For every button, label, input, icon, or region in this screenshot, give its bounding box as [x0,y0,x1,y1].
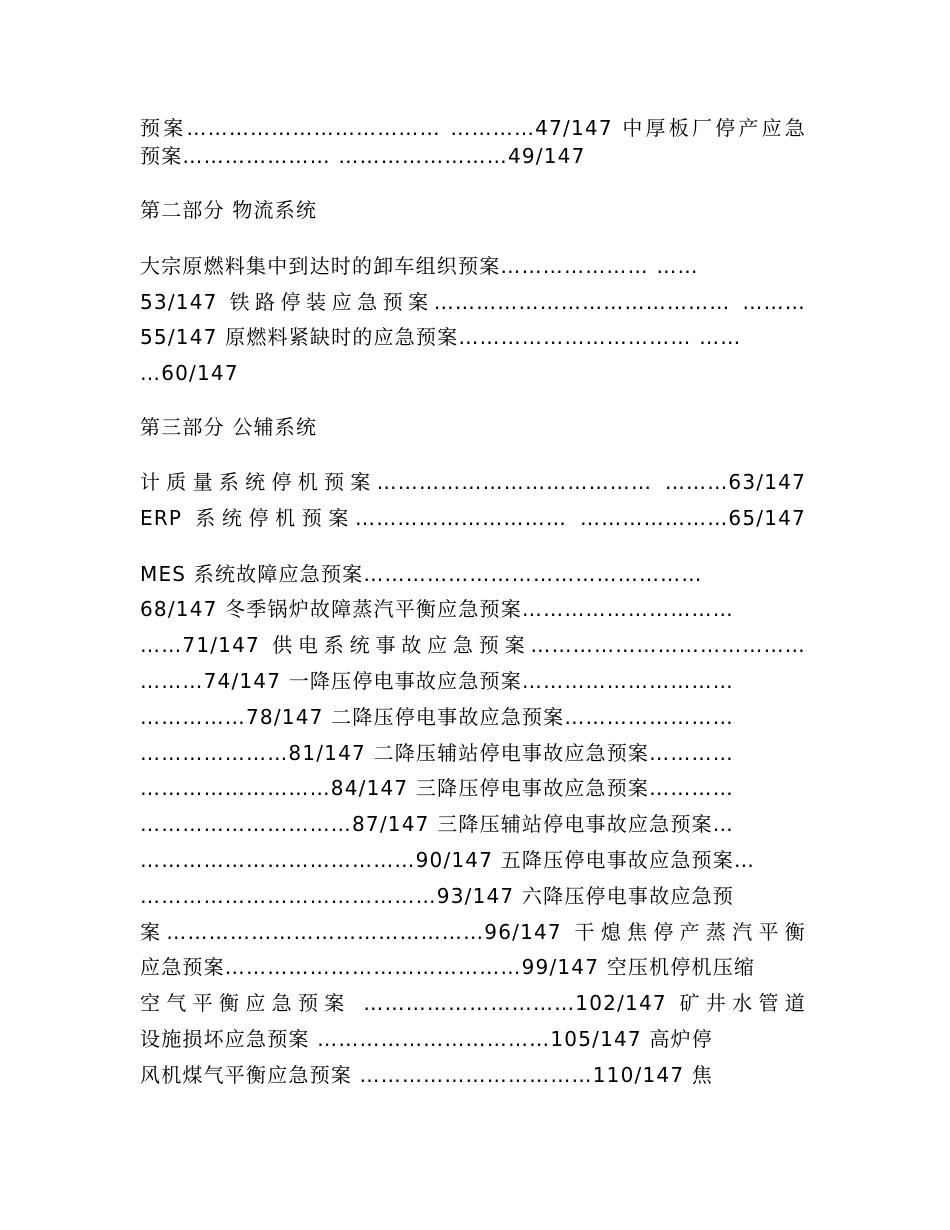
toc-line: ERP 系统停机预案………………………… …………………65/147 [140,506,806,530]
toc-line: 55/147 原燃料紧缺时的应急预案…………………………… …… [140,325,742,349]
toc-line: MES 系统故障应急预案………………………………………… [140,562,703,586]
toc-line: 大宗原燃料集中到达时的卸车组织预案………………… …… [140,254,699,278]
toc-line: 预案……………………………… …………47/147 中厚板厂停产应急 [140,116,806,140]
toc-line: 计质量系统停机预案………………………………… ………63/147 [140,470,806,494]
toc-line: 53/147 铁路停装应急预案…………………………………… ……… [140,290,806,314]
toc-line: …………………………87/147 三降压辅站停电事故应急预案… [140,812,734,836]
section-heading: 第三部分 公辅系统 [140,415,318,439]
toc-line: ……………78/147 二降压停电事故应急预案…………………… [140,705,734,729]
toc-line: 设施损坏应急预案 ……………………………105/147 高炉停 [140,1027,714,1051]
toc-line: 空气平衡应急预案 …………………………102/147 矿井水管道 [140,991,806,1015]
toc-line: ………………………84/147 三降压停电事故应急预案………… [140,776,734,800]
section-heading: 第二部分 物流系统 [140,198,318,222]
toc-line: ………74/147 一降压停电事故应急预案………………………… [140,669,734,693]
toc-line: …60/147 [140,361,239,385]
toc-line: 68/147 冬季锅炉故障蒸汽平衡应急预案………………………… [140,597,734,621]
toc-line: ……71/147 供电系统事故应急预案………………………………… [140,633,806,657]
toc-line: …………………81/147 二降压辅站停电事故应急预案………… [140,741,734,765]
toc-line: 应急预案……………………………………99/147 空压机停机压缩 [140,955,756,979]
toc-line: 风机煤气平衡应急预案 ……………………………110/147 焦 [140,1063,714,1087]
toc-line: ……………………………………93/147 六降压停电事故应急预 [140,884,734,908]
toc-line: 案………………………………………96/147 干熄焦停产蒸汽平衡 [140,920,806,944]
toc-line: 预案………………… ……………………49/147 [140,144,586,168]
toc-line: …………………………………90/147 五降压停电事故应急预案… [140,848,756,872]
